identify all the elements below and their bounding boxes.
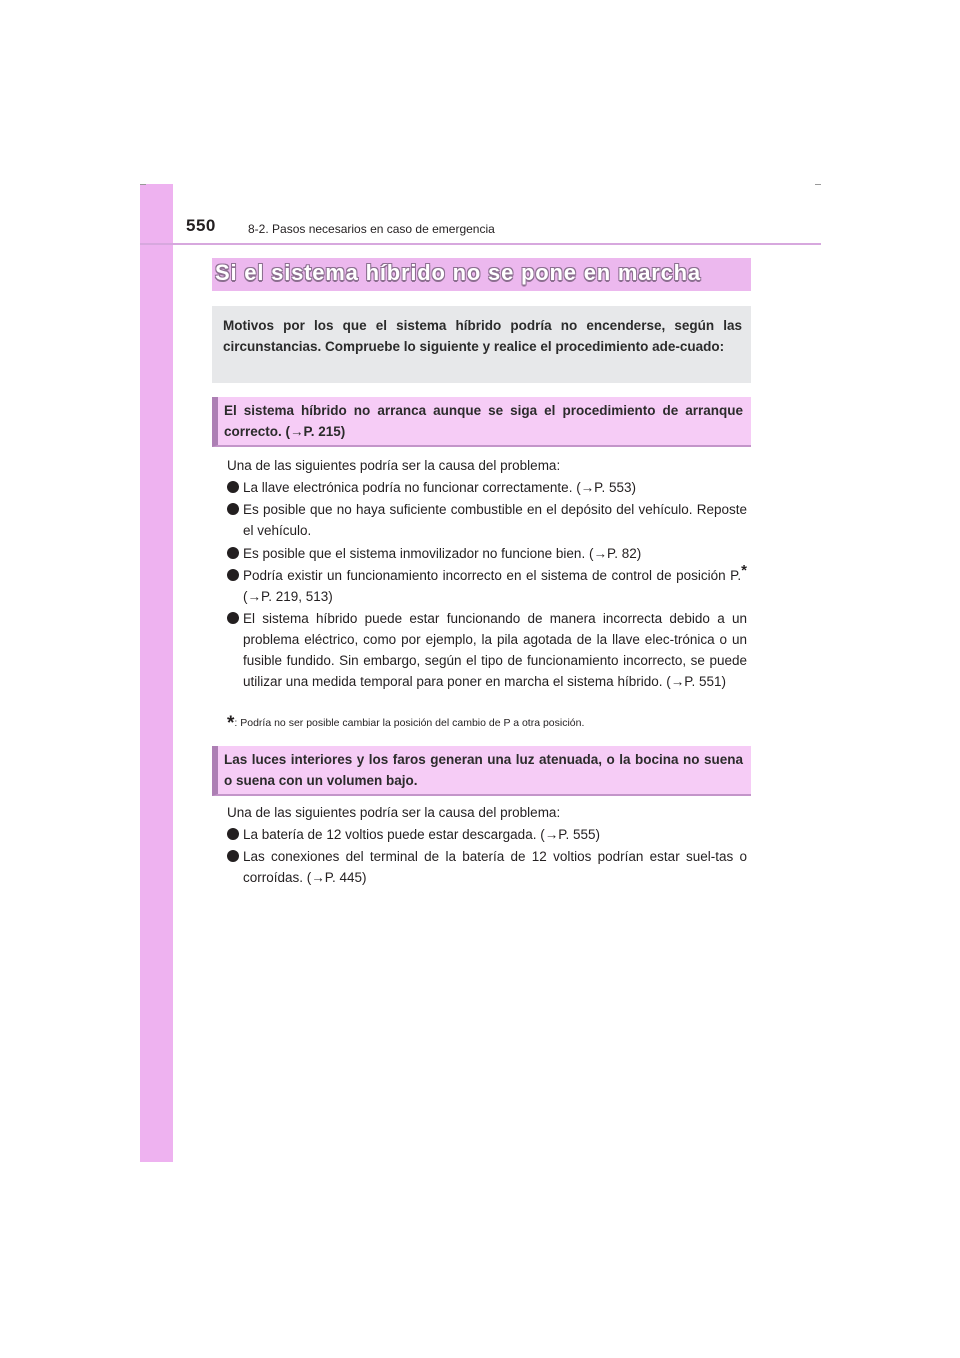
list-item: [227, 543, 747, 564]
list-item: [227, 477, 747, 498]
list-item: [227, 824, 747, 845]
list-item-text-part: Podría existir un funcionamiento incorrecto en el sistema de control de posición P.: [243, 568, 742, 583]
section-heading-1-text: El sistema híbrido no arranca aunque se siga el procedimiento de arranque correcto. (→P. 215): [224, 403, 743, 439]
chapter-title: 8-2. Pasos necesarios en caso de emergencia: [248, 222, 495, 236]
page-title-bar: [212, 258, 751, 291]
list-item-text: Las conexiones del terminal de la batería de 12 voltios podrían estar suel-tas o corroídas. (→P. 445): [243, 849, 747, 885]
list-item: [227, 562, 747, 607]
list-item-text: La llave electrónica podría no funcionar correctamente. (→P. 553): [243, 480, 636, 495]
header-rule: [140, 243, 821, 245]
page-title: Si el sistema híbrido no se pone en marcha: [215, 260, 701, 285]
section-2-lead: Una de las siguientes podría ser la causa del problema:: [227, 805, 561, 820]
crop-mark-right: [815, 184, 821, 185]
intro-text: Motivos por los que el sistema híbrido podría no encenderse, según las circunstancias. Compruebe lo siguiente y realice el procedimiento ade-cuado:: [223, 318, 742, 354]
footnote: [227, 713, 585, 734]
list-item-text: La batería de 12 voltios puede estar descargada. (→P. 555): [243, 827, 600, 842]
bullet-icon: [227, 612, 239, 624]
list-item: [227, 499, 747, 541]
bullet-icon: [227, 569, 239, 581]
section-heading-1: [212, 397, 751, 447]
footnote-text: : Podría no ser posible cambiar la posición del cambio de P a otra posición.: [234, 717, 585, 729]
list-item-text: Es posible que no haya suficiente combustible en el depósito del vehículo. Reposte el vehículo.: [243, 502, 747, 538]
bullet-icon: [227, 828, 239, 840]
section-heading-2-text: Las luces interiores y los faros generan una luz atenuada, o la bocina no suena o suena con un volumen bajo.: [224, 752, 743, 788]
section-1-lead: Una de las siguientes podría ser la causa del problema:: [227, 458, 561, 473]
page-number: 550: [186, 216, 216, 235]
bullet-icon: [227, 547, 239, 559]
footnote-marker: *: [741, 562, 747, 579]
bullet-icon: [227, 481, 239, 493]
list-item: [227, 846, 747, 888]
bullet-icon: [227, 503, 239, 515]
list-item-text: [243, 562, 747, 607]
section-heading-2: [212, 746, 751, 796]
list-item-text-part: (→P. 219, 513): [243, 589, 333, 604]
crop-mark-left: [140, 184, 146, 185]
list-item-text: El sistema híbrido puede estar funcionando de manera incorrecta debido a un problema eléctrico, como por ejemplo, la pila agotada de la llave elec-trónica o un fusible fundido. Sin embargo, según el tipo de funcionamiento incorrecto, se puede utilizar una medida temporal para poner en marcha el sistema híbrido. (→P. 551): [243, 611, 747, 689]
footnote-star: *: [227, 713, 235, 734]
bullet-icon: [227, 850, 239, 862]
list-item: [227, 608, 747, 692]
side-chapter-tab: [140, 184, 173, 1162]
list-item-text: Es posible que el sistema inmovilizador no funcione bien. (→P. 82): [243, 546, 642, 561]
intro-box: [212, 306, 751, 383]
